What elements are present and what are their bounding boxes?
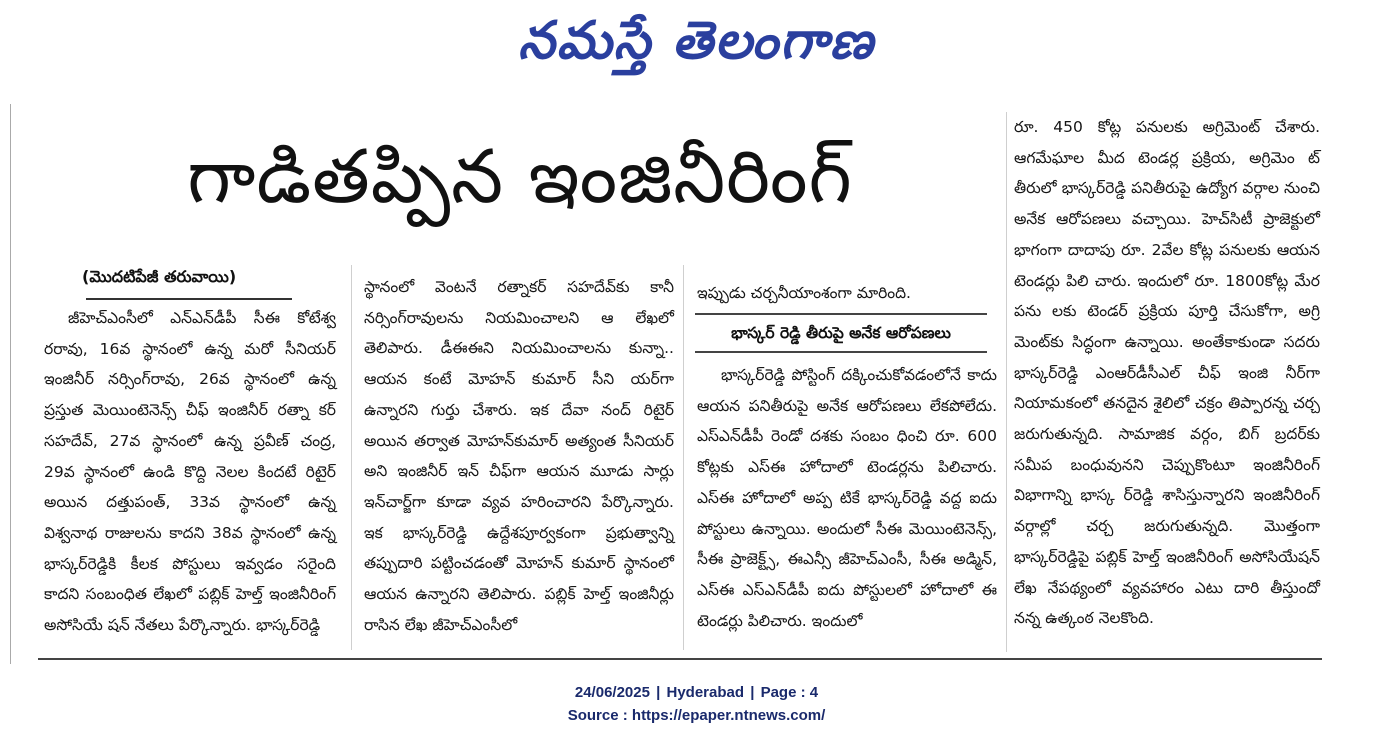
article-column-4 [1014, 112, 1320, 634]
footer-source-link[interactable]: Source : https://epaper.ntnews.com/ [567, 707, 826, 724]
subheading-block [695, 313, 987, 353]
column-divider [1006, 112, 1007, 652]
footer-page: Page : 4 [760, 684, 819, 701]
footer-date: 24/06/2025 [574, 684, 650, 701]
column-divider [351, 265, 352, 650]
subheading-rule-bottom [695, 351, 987, 353]
column-divider [683, 265, 684, 650]
paragraph: స్థానంలో వెంటనే రత్నాకర్ సహదేవ్‌కు కానీ నర్సింగ్‌రావులను నియమించాలని ఆ లేఖలో తెలిపారు. డీఈఈని నియమించాలను కున్నా.. ఆయన కంటే మోహన్ కుమార్ సీని యర్‌గా ఉన్నారని గుర్తు చేశారు. ఇక దేవా నంద్ రిటైర్ అయిన తర్వాత మోహన్‌కుమార్ అత్యంత సీనియర్ అని ఇంజినీర్ ఇన్ చీఫ్‌గా ఆయన మూడు సార్లు ఇన్‌చార్జ్‌గా కూడా వ్యవ హరించారని పేర్కొన్నారు. ఇక భాస్కర్‌రెడ్డి ఉద్దేశపూర్వకంగా ప్రభుత్వాన్ని తప్పుదారి పట్టించడంతో మోహన్ కుమార్ స్థానంలో ఆయన ఉన్నారని తెలిపారు. పబ్లిక్ హెల్త్ ఇంజినీర్లు రాసిన లేఖ జీహెచ్‌ఎంసీలో [364, 278, 674, 634]
footer-meta: 24/06/2025 | Hyderabad | Page : 4 [574, 684, 819, 701]
footer-source[interactable] [0, 707, 1393, 724]
headline: గాడితప్పిన ఇంజినీరింగ్ [187, 134, 853, 220]
paragraph: జీహెచ్‌ఎంసీలో ఎన్‌ఎన్‌డీపీ సీఈ కోటేశ్వ రరావు, 16వ స్థానంలో ఉన్న మరో సీనియర్ ఇంజినీర్ నర్సింగ్‌రావు, 26వ స్థానంలో ఉన్న ప్రస్తుత మెయింటెనెన్స్ చీఫ్ ఇంజినీర్ రత్నా కర్ సహదేవ్, 27వ స్థానంలో ఉన్న ప్రవీణ్ చంద్ర, 29వ స్థానంలో ఉండి కొద్ది నెలల కిందటే రిటైర్ అయిన దత్తుపంత్, 33వ స్థానంలో ఉన్న విశ్వనాథ రాజులను కాదని 38వ స్థానంలో ఉన్న భాస్కర్‌రెడ్డికి కీలక పోస్టులు ఇవ్వడం సరైంది కాదని సంబంధిత లేఖలో పబ్లిక్ హెల్త్ ఇంజినీరింగ్ అసోసియే షన్ నేతలు పేర్కొన్నారు. భాస్కర్‌రెడ్డి [44, 309, 336, 635]
paragraph: రూ. 450 కోట్ల పనులకు అగ్రిమెంట్ చేశారు. ఆగమేఘాల మీద టెండర్ల ప్రక్రియ, అగ్రిమెం ట్ తీరులో భాస్కర్‌రెడ్డి పనితీరుపై ఉద్యోగ వర్గాల నుంచి అనేక ఆరోపణలు వచ్చాయి. హెచ్‌సిటీ ప్రాజెక్టులో భాగంగా దాదాపు రూ. 2వేల కోట్ల పనులకు ఆయన టెండర్లు పిలి చారు. ఇందులో రూ. 1800కోట్ల మేర పను లకు టెండర్ ప్రక్రియ పూర్తి చేసుకోగా, అగ్రి మెంట్‌కు సిద్ధంగా ఉన్నాయి. అంతేకాకుండా సదరు భాస్కర్‌రెడ్డి ఎంఆర్‌డీసీఎల్ చీఫ్ ఇంజి నీర్‌గా నియామకంలో తనదైన శైలిలో చక్రం తిప్పారన్న చర్చ జరుగుతున్నది. సామాజిక వర్గం, బిగ్ బ్రదర్‌కు సమీప బంధువునని చెప్పుకొంటూ ఇంజినీరింగ్ విభాగాన్ని భాస్క ర్‌రెడ్డి శాసిస్తున్నారని ఇంజినీరింగ్ వర్గాల్లో చర్చ జరుగుతున్నది. మొత్తంగా భాస్కర్‌రెడ్డిపై పబ్లిక్ హెల్త్ ఇంజినీరింగ్ అసోసియేషన్ లేఖ నేపథ్యంలో వ్యవహారం ఎటు దారి తీస్తుందో నన్న ఉత్కంఠ నెలకొంది. [1014, 118, 1320, 628]
article-column-1 [44, 303, 336, 641]
article-column-3 [697, 278, 997, 309]
paragraph: భాస్కర్‌రెడ్డి పోస్టింగ్ దక్కించుకోవడంలోనే కాదు ఆయన పనితీరుపై అనేక ఆరోపణలు లేకపోలేదు. ఎస్‌ఎన్‌డీపీ రెండో దశకు సంబం ధించి రూ. 600 కోట్లకు ఎస్‌ఈ హోదాలో టెండర్లను పిలిచారు. ఎస్‌ఈ హోదాలో అప్ప టికే భాస్కర్‌రెడ్డి వద్ద ఐదు పోస్టులు ఉన్నాయి. అందులో సీఈ మెయింటెనెన్స్, సీఈ ప్రాజెక్ట్స్, ఈఎన్సీ జీహెచ్‌ఎంసీ, సీఈ అడ్మిన్, ఎస్‌ఈ ఎస్‌ఎన్‌డీపీ ఐదు పోస్టులలో హోదాలో ఈ టెండర్లు పిలిచారు. ఇందులో [697, 366, 997, 630]
continuation-note: (మొదటిపేజీ తరువాయి) [82, 267, 237, 286]
paragraph-intro: ఇప్పుడు చర్చనీయాంశంగా మారింది. [697, 284, 911, 302]
subheading: భాస్కర్ రెడ్డి తీరుపై అనేక ఆరోపణలు [731, 324, 951, 342]
page-border-left [10, 104, 11, 664]
footer-city: Hyderabad [666, 684, 745, 701]
article-column-2 [364, 272, 674, 640]
masthead-logo: నమస్తే తెలంగాణ [518, 11, 875, 71]
page-border-bottom [38, 658, 1322, 660]
continuation-rule [86, 298, 292, 300]
article-column-3-body [697, 360, 997, 636]
